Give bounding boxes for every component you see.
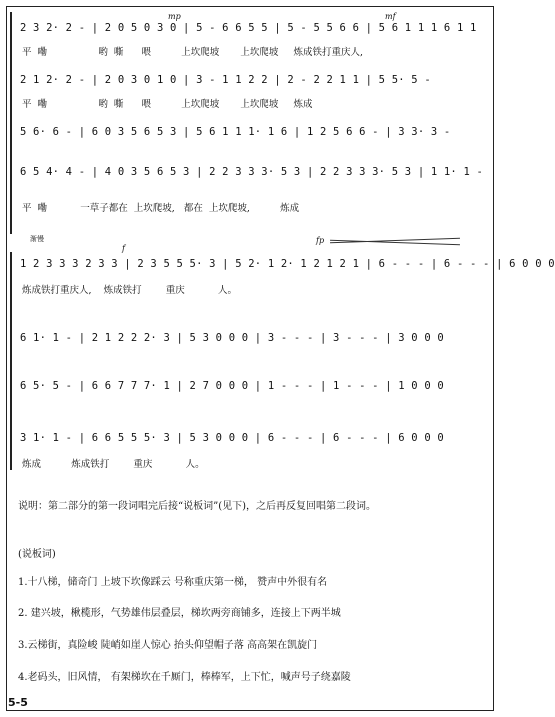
system2-brace (10, 252, 12, 470)
shuoban-line: 3.云梯街，真险峻 陡峭如崖人惊心 抬头仰望帽子落 高高架在凯旋门 (18, 640, 318, 651)
lyrics-line: 炼成铁打重庆人, 炼成铁打 重庆 人。 (22, 285, 237, 296)
staff-line: 5 6· 6 - | 6 0 3 5 6 5 3 | 5 6 1 1 1· 1 6 | 1 2 5 6 6 - | 3 3· 3 - (20, 126, 451, 138)
shuoban-title: (说板词) (18, 549, 56, 560)
shuoban-line: 2. 建兴坡，楸榄形，气势雄伟层叠层，梯坎两旁商铺多，连接上下两半城 (18, 608, 341, 619)
staff-line: 3 1· 1 - | 6 6 5 5 5· 3 | 5 3 0 0 0 | 6 - - - | 6 - - - | 6 0 0 0 (20, 432, 444, 444)
staff-line: 6 1· 1 - | 2 1 2 2 2· 3 | 5 3 0 0 0 | 3 - - - | 3 - - - | 3 0 0 0 (20, 332, 444, 344)
dynamic-mark: fp (316, 236, 325, 245)
dynamic-mark: mf (385, 12, 396, 21)
staff-line: 6 5· 5 - | 6 6 7 7 7· 1 | 2 7 0 0 0 | 1 - - - | 1 - - - | 1 0 0 0 (20, 380, 444, 392)
shuoban-line: 4.老码头，旧风情， 有架梯坎在千厮门，棒棒军，上下忙，喊声号子绕嘉陵 (18, 672, 351, 683)
lyrics-line: 平 嘞 哟 嘶 喂 上坎爬坡 上坎爬坡 炼成铁打重庆人, (22, 47, 363, 58)
staff-line: 6 5 4· 4 - | 4 0 3 5 6 5 3 | 2 2 3 3 3· 5 3 | 2 2 3 3 3· 5 3 | 1 1· 1 - (20, 166, 484, 178)
dynamic-mark: f (122, 244, 125, 253)
page-number: 5-5 (8, 696, 28, 709)
lyrics-line: 炼成 炼成铁打 重庆 人。 (22, 459, 205, 470)
staff-line: 2 1 2· 2 - | 2 0 3 0 1 0 | 3 - 1 1 2 2 | 2 - 2 2 1 1 | 5 5· 5 - (20, 74, 431, 86)
lyrics-line: 平 嘞 哟 嘶 喂 上坎爬坡 上坎爬坡 炼成 (22, 99, 313, 110)
staff-line: 1 2 3 3 3 2 3 3 | 2 3 5 5 5· 3 | 5 2· 1 2· 1 2 1 2 1 | 6 - - - | 6 - - - | 6 0 0 0 (20, 258, 555, 270)
explanation-note: 说明：第二部分的第一段词唱完后接“说板词”(见下)，之后再反复回唱第二段词。 (18, 501, 377, 512)
staff-line: 2 3 2· 2 - | 2 0 5 0 3 0 | 5 - 6 6 5 5 | 5 - 5 5 6 6 | 5 6 1 1 1 6 1 1 (20, 22, 477, 34)
lyrics-line: 平 嘞 一草子都在 上坎爬坡, 都在 上坎爬坡, 炼成 (22, 203, 300, 214)
system1-brace (10, 12, 12, 234)
tempo-mark: 渐慢 (30, 235, 44, 243)
shuoban-line: 1.十八梯，储奇门 上坡下坎像踩云 号称重庆第一梯， 赞声中外很有名 (18, 577, 328, 588)
dynamic-mark: mp (168, 12, 181, 21)
